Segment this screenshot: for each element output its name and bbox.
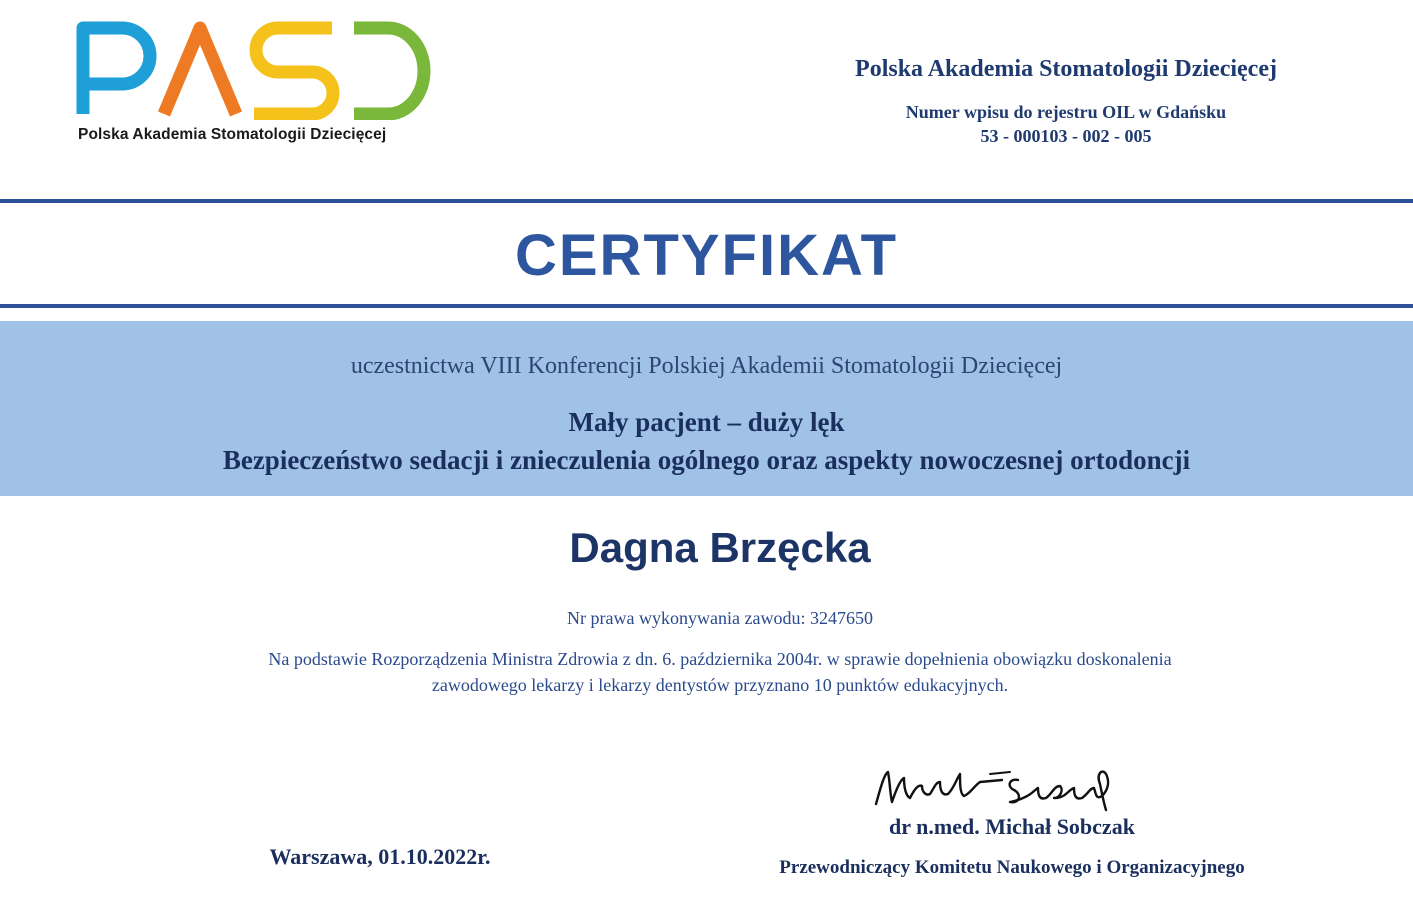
conference-topic-line2: Bezpieczeństwo sedacji i znieczulenia ogólnego oraz aspekty nowoczesnej ortodoncji: [222, 445, 1191, 475]
registry-number: 53 - 000103 - 002 - 005: [980, 126, 1152, 146]
participation-intro: uczestnictwa VIII Konferencji Polskiej Akademii Stomatologii Dziecięcej: [350, 353, 1063, 379]
logo-subtitle: Polska Akademia Stomatologii Dziecięcej: [78, 126, 387, 143]
logo-letter-p: [83, 28, 150, 114]
legal-basis-line1: Na podstawie Rozporządzenia Ministra Zdrowia z dn. 6. października 2004r. w sprawie dopełnienia obowiązku doskonalenia: [268, 649, 1172, 669]
conference-topic-line1: Mały pacjent – duży lęk: [568, 407, 845, 437]
logo-letter-d: [354, 28, 424, 114]
legal-basis-line2: zawodowego lekarzy i lekarzy dentystów przyznano 10 punktów edukacyjnych.: [431, 675, 1009, 695]
conference-band: [0, 321, 1413, 496]
header-org-name: Polska Akademia Stomatologii Dziecięcej: [855, 56, 1277, 82]
certificate-title: CERTYFIKAT: [514, 223, 898, 288]
legal-basis: [200, 646, 1240, 698]
bottom-rule: [0, 304, 1413, 308]
pasd-logo: [76, 20, 436, 160]
logo-letter-a: [164, 28, 236, 114]
pasd-logo-letters: [76, 20, 436, 120]
license-number: Nr prawa wykonywania zawodu: 3247650: [567, 608, 873, 628]
place-and-date: Warszawa, 01.10.2022r.: [269, 844, 491, 869]
signer-role: Przewodniczący Komitetu Naukowego i Organizacyjnego: [779, 857, 1245, 878]
logo-letter-s: [254, 28, 333, 114]
signer-name: dr n.med. Michał Sobczak: [889, 814, 1135, 839]
top-rule: [0, 199, 1413, 203]
recipient-name: Dagna Brzęcka: [569, 524, 871, 571]
handwritten-signature: [870, 760, 1130, 816]
registry-label: Numer wpisu do rejestru OIL w Gdańsku: [905, 102, 1227, 122]
